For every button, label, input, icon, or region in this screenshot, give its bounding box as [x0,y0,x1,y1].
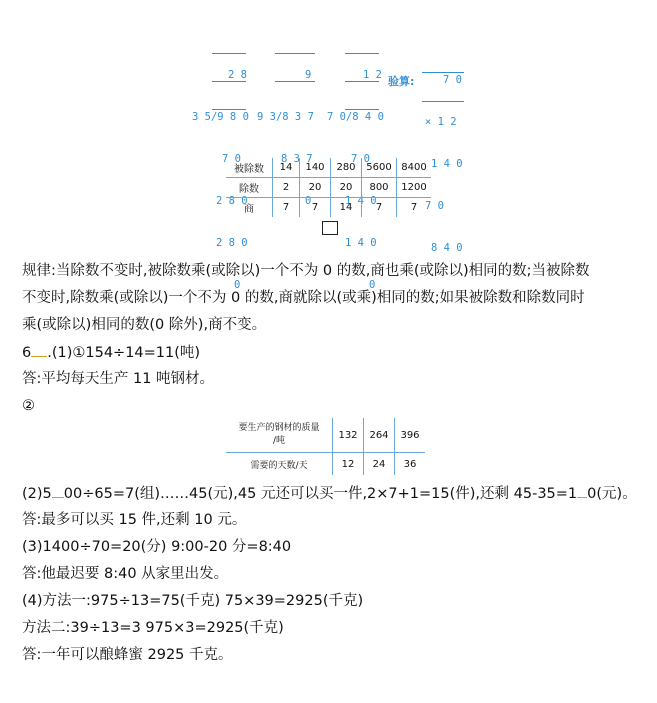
part-4-method-2: 方法二:39÷13=3 975×3=2925(千克) [22,620,284,636]
step: 7 0 [222,153,241,165]
cell: 7 [300,198,331,218]
quotient: 1 2 [363,69,382,81]
answer-box [322,221,338,235]
cell: 396 [395,418,426,453]
partial-product: 7 0 [425,200,444,212]
cell: 20 [331,178,362,198]
remainder: 0 [305,195,312,207]
rule-line-3: 乘(或除以)相同的数(0 除外),商不变。 [22,317,267,333]
remainder: 0 [234,279,241,291]
part-3: (3)1400÷70=20(分) 9:00-20 分=8:40 [22,539,292,555]
dividend-row: 3 5/9 8 0 [192,111,249,123]
answer-3: 答:他最迟要 8:40 从家里出发。 [22,566,229,582]
step: 2 8 0 [216,237,248,249]
blank-underline [31,342,47,357]
table-row [226,178,431,198]
row-header: 除数 [226,178,273,198]
check-label: 验算: [388,75,415,88]
question-6-part-1 [22,342,200,363]
cell: 5600 [362,158,397,178]
division-table [226,158,431,217]
cell: 7 [362,198,397,218]
rule-line-1: 规律:当除数不变时,被除数乘(或除以)一个不为 0 的数,商也乘(或除以)相同的数;当被除数 [22,263,590,279]
cell: 14 [273,158,300,178]
dividend-row: 9 3/8 3 7 [257,111,314,123]
step: 2 8 0 [216,195,248,207]
row-header: 被除数 [234,164,264,175]
cell: 1200 [397,178,432,198]
row-header: 要生产的钢材的质量 /吨 [238,423,320,446]
cell: 8400 [397,158,432,178]
cell: 140 [300,158,331,178]
rule-line-2: 不变时,除数乘(或除以)一个不为 0 的数,商就除以(或乘)相同的数;如果被除数和除数同时 [22,290,585,306]
multiplicand: 7 0 [443,74,462,86]
blank-underline [577,483,587,498]
part-2: (2)5 00÷65=7(组)……45(元),45 元还可以买一件,2×7+1=15(件),还剩 45-35=1 0(元)。 [22,483,637,504]
question-number: 6 [22,345,32,361]
answer-2: 答:最多可以买 15 件,还剩 10 元。 [22,512,247,528]
cell: 12 [333,453,364,476]
blank-underline [52,483,64,498]
cell: 7 [273,198,300,218]
step: 1 4 0 [345,195,377,207]
cell: 20 [300,178,331,198]
table-row [226,418,425,453]
cell: 264 [364,418,395,453]
remainder: 0 [369,279,376,291]
part-4-method-1: (4)方法一:975÷13=75(千克) 75×39=2925(千克) [22,593,364,609]
circle-2: ② [22,398,35,414]
answer-4: 答:一年可以酿蜂蜜 2925 千克。 [22,647,233,663]
steel-table [226,418,425,475]
row-header: 需要的天数/天 [226,453,333,476]
times-sign: × [425,116,432,128]
dividend-row: 7 0/8 4 0 [327,111,384,123]
table-row [226,453,425,476]
quotient: 2 8 [228,69,247,81]
cell: 800 [362,178,397,198]
cell: 36 [395,453,426,476]
cell: 132 [333,418,364,453]
equation: .(1)①154÷14=11(吨) [47,345,201,361]
step: 1 4 0 [345,237,377,249]
cell: 14 [331,198,362,218]
table-row [226,198,431,218]
step: 7 0 [351,153,370,165]
cell: 280 [331,158,362,178]
product: 8 4 0 [431,242,463,254]
step: 8 3 7 [281,153,313,165]
cell: 2 [273,178,300,198]
cell: 24 [364,453,395,476]
table-row [226,158,431,178]
partial-product: 1 4 0 [431,158,463,170]
quotient: 9 [305,69,312,81]
cell: 7 [397,198,432,218]
row-header: 商 [226,198,273,218]
answer-1: 答:平均每天生产 11 吨钢材。 [22,371,215,387]
multiplier: 1 2 [437,116,457,128]
